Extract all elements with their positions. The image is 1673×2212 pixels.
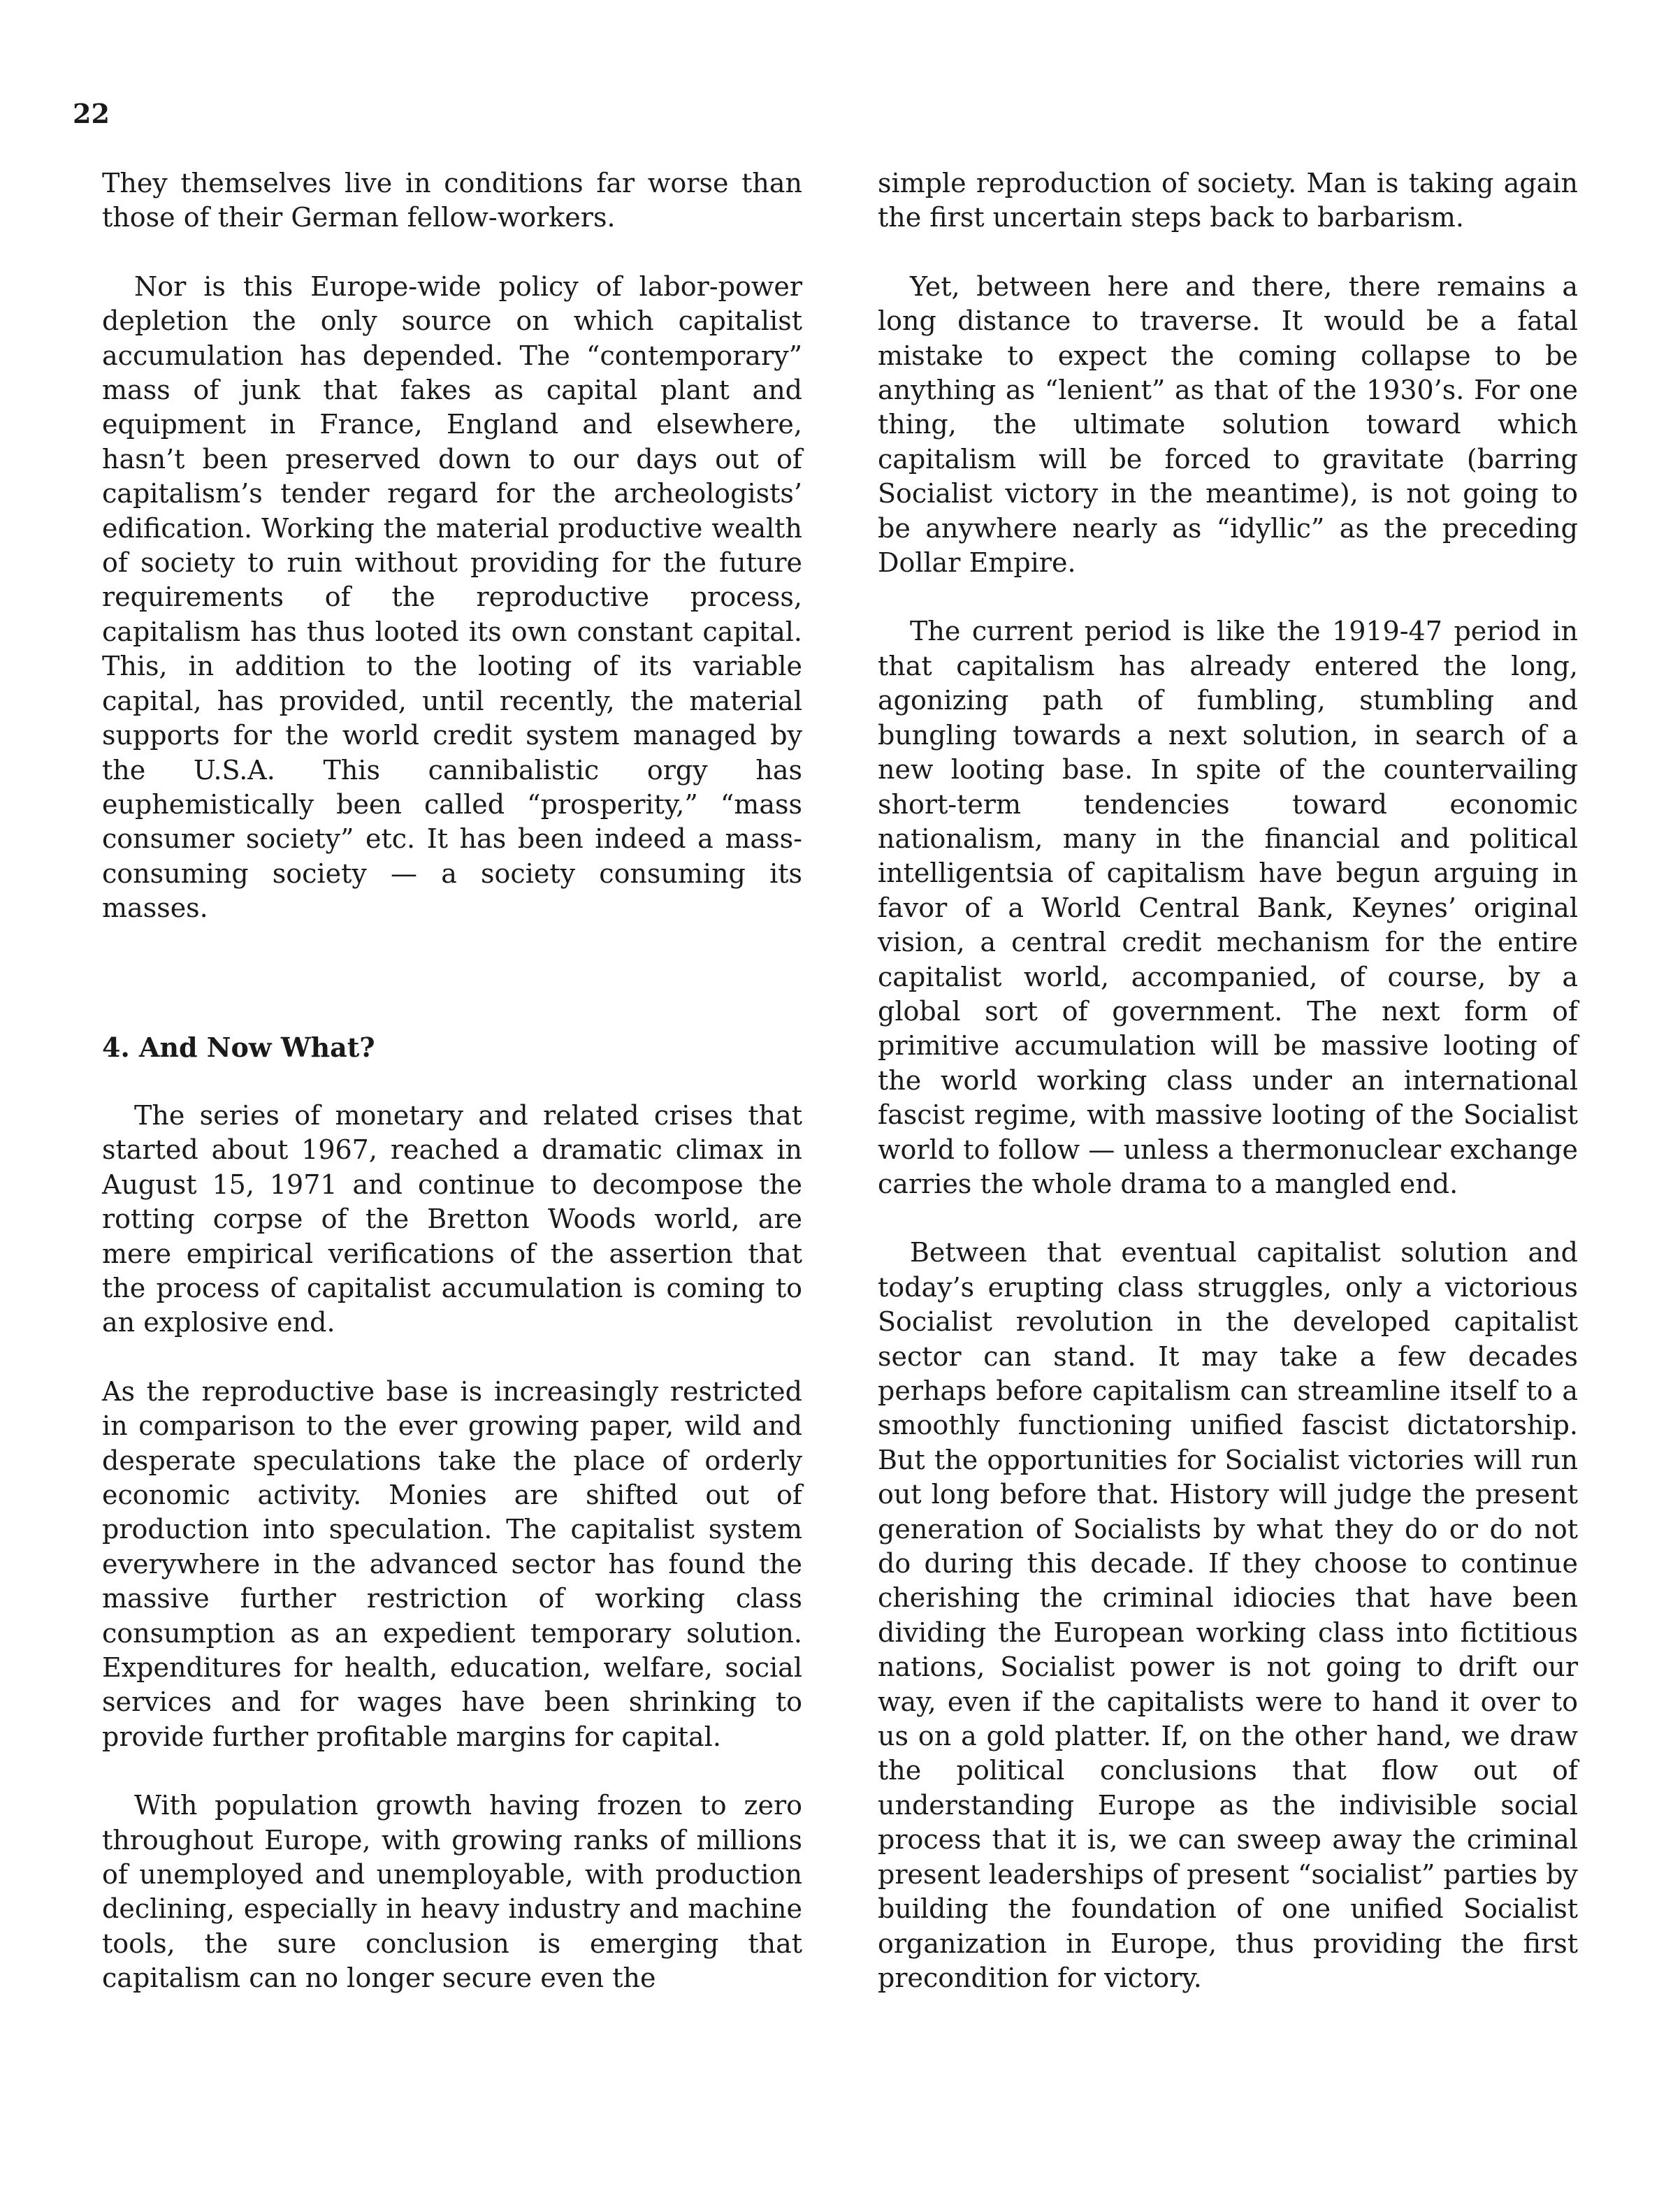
paragraph: They themselves live in conditions far worse than those of their German fellow-workers.	[102, 168, 802, 233]
paragraph: Nor is this Europe-wide policy of labor-power depletion the only source on which capitalist accumulation has depended. The “contemporary” mass of junk that fakes as capital plant and equipment in France, England and elsewhere, hasn’t been preserved down to our days out of capitalism’s tender regard for the archeologists’ edification. Working the material productive wealth of society to ruin without providing for the future requirements of the reproductive process, capitalism has thus looted its own constant capital. This, in addition to the looting of its variable capital, has provided, until recently, the material supports for the world credit system managed by the U.S.A. This cannibalistic orgy has euphemistically been called “prosperity,” “mass consumer society” etc. It has been indeed a mass-consuming society — a society consuming its masses.	[102, 270, 802, 924]
paragraph: Yet, between here and there, there remains a long distance to traverse. It would be a fatal mistake to expect the coming collapse to be anything as “lenient” as that of the 1930’s. For one thing, the ultimate solution toward which capitalism will be forced to gravitate (barring Socialist victory in the meantime), is not going to be anywhere nearly as “idyllic” as the preceding Dollar Empire.	[878, 270, 1578, 579]
paragraph: As the reproductive base is increasingly restricted in comparison to the ever growing paper, wild and desperate speculations take the place of orderly economic activity. Monies are shifted out of production into speculation. The capitalist system everywhere in the advanced sector has found the massive further restriction of working class consumption as an expedient temporary solution. Expenditures for health, education, welfare, social services and for wages have been shrinking to provide further profitable margins for capital.	[102, 1375, 802, 1752]
section-heading: 4. And Now What?	[102, 1031, 375, 1063]
paragraph: simple reproduction of society. Man is taking again the first uncertain steps back to barbarism.	[878, 168, 1578, 233]
right-column	[878, 166, 1578, 1995]
paragraph: With population growth having frozen to zero throughout Europe, with growing ranks of millions of unemployed and unemployable, with production declining, especially in heavy industry and machine tools, the sure conclusion is emerging that capitalism can no longer secure even the	[102, 1790, 802, 1994]
left-column	[102, 166, 802, 1996]
page-number: 22	[73, 98, 110, 129]
paragraph: The series of monetary and related crises that started about 1967, reached a dramatic climax in August 15, 1971 and continue to decompose the rotting corpse of the Bretton Woods world, are mere empirical verifications of the assertion that the process of capitalist accumulation is coming to an explosive end.	[102, 1099, 802, 1338]
paragraph: The current period is like the 1919-47 period in that capitalism has already entered the long, agonizing path of fumbling, stumbling and bungling towards a next solution, in search of a new looting base. In spite of the countervailing short-term tendencies toward economic nationalism, many in the financial and political intelligentsia of capitalism have begun arguing in favor of a World Central Bank, Keynes’ original vision, a central credit mechanism for the entire capitalist world, accompanied, of course, by a global sort of government. The next form of primitive accumulation will be massive looting of the world working class under an international fascist regime, with massive looting of the Socialist world to follow — unless a thermonuclear exchange carries the whole drama to a mangled end.	[878, 616, 1578, 1199]
paragraph: Between that eventual capitalist solution and today’s erupting class struggles, only a victorious Socialist revolution in the developed capitalist sector can stand. It may take a few decades perhaps before capitalism can streamline itself to a smoothly functioning unified fascist dictatorship. But the opportunities for Socialist victories will run out long before that. History will judge the present generation of Socialists by what they do or do not do during this decade. If they choose to continue cherishing the criminal idiocies that have been dividing the European working class into fictitious nations, Socialist power is not going to drift our way, even if the capitalists were to hand it over to us on a gold platter. If, on the other hand, we draw the political conclusions that flow out of understanding Europe as the indivisible social process that it is, we can sweep away the criminal present leaderships of present “socialist” parties by building the foundation of one unified Socialist organization in Europe, thus providing the first precondition for victory.	[878, 1237, 1578, 1993]
